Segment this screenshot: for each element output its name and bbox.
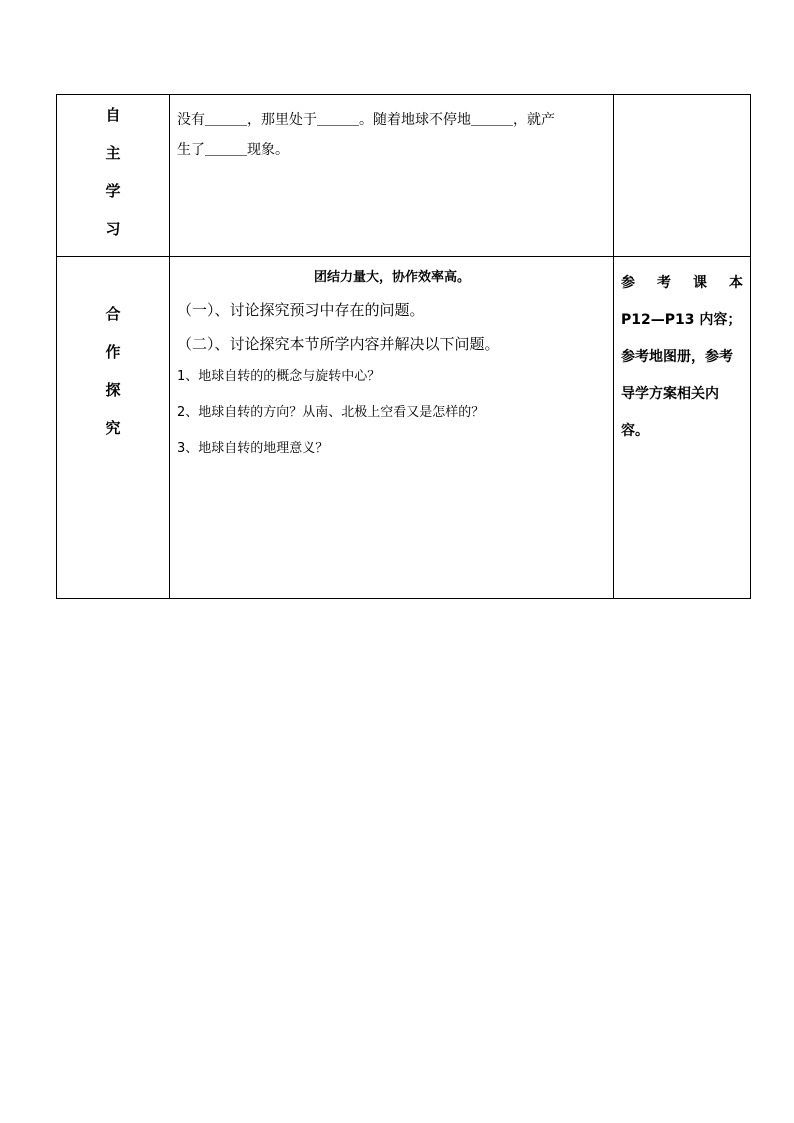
reference-line: 容。 [621,423,649,439]
label-char: 探 [105,381,121,399]
fill-blank-line: 没有＿＿＿，那里处于＿＿＿。随着地球不停地＿＿＿，就产 [177,112,555,128]
reference-line: 参 考 课 本 [621,275,743,291]
label-char: 合 [105,305,121,323]
label-char: 自 [105,106,121,124]
question-item: 1、地球自转的的概念与旋转中心？ [177,369,381,384]
cooperative-label-cell [57,257,170,599]
reference-line: 参考地图册，参考 [621,349,733,365]
section-heading: （一）、讨论探究预习中存在的问题。 [177,301,425,319]
reference-note [614,257,750,450]
reference-cell [614,257,751,599]
label-char: 主 [105,144,121,162]
cooperative-row [57,257,751,599]
motto: 团结力量大，协作效率高。 [313,270,470,285]
cooperative-label [57,257,169,455]
fill-blank-line: 生了＿＿＿现象。 [177,142,289,158]
label-char: 学 [105,182,121,200]
cooperative-content [170,257,613,459]
reference-line: 导学方案相关内 [621,386,719,402]
self-study-label [57,95,169,256]
label-char: 习 [105,220,121,238]
self-study-notes-cell [614,95,751,257]
question-item: 3、地球自转的地理意义？ [177,441,329,456]
label-char: 究 [105,419,121,437]
lesson-plan-table [56,94,751,599]
self-study-content-cell [170,95,614,257]
self-study-label-cell [57,95,170,257]
self-study-row [57,95,751,257]
cooperative-content-cell [170,257,614,599]
self-study-content [170,95,613,165]
question-item: 2、地球自转的方向？从南、北极上空看又是怎样的？ [177,405,485,420]
reference-line: P12—P13 内容； [621,312,742,328]
label-char: 作 [105,343,121,361]
section-heading: （二）、讨论探究本节所学内容并解决以下问题。 [177,335,500,353]
